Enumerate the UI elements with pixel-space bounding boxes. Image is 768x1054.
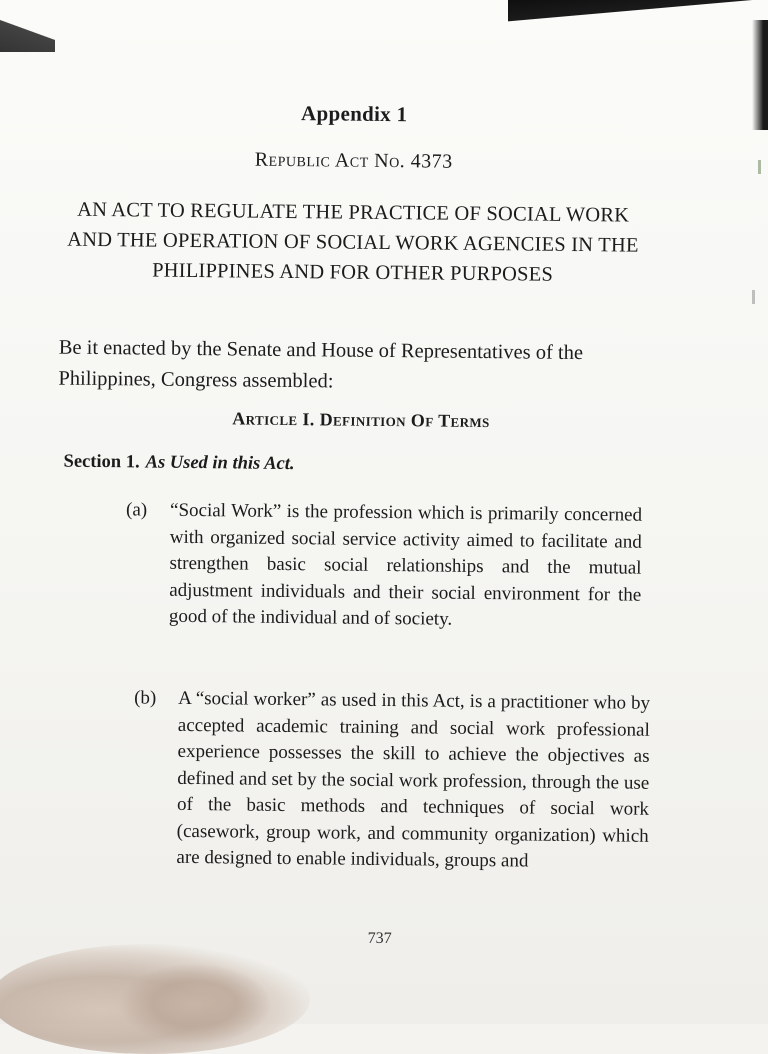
section-title: As Used in this Act. bbox=[145, 452, 295, 475]
thumb-shadow bbox=[120, 964, 270, 1044]
article-heading: Article I. Definition Of Terms bbox=[232, 408, 490, 432]
item-marker: (a) bbox=[125, 499, 148, 521]
appendix-heading: Appendix 1 bbox=[300, 101, 408, 127]
section-heading bbox=[63, 452, 663, 479]
act-number-heading: Republic Act No. 4373 bbox=[254, 148, 453, 173]
definition-item bbox=[125, 498, 643, 635]
page-number: 737 bbox=[367, 929, 392, 948]
section-label: Section 1. bbox=[63, 451, 140, 473]
enacting-clause: Be it enacted by the Senate and House of Representatives of the Philippines, Congress assembled: bbox=[58, 336, 584, 393]
item-marker: (b) bbox=[134, 687, 157, 709]
item-text: A “social worker” as used in this Act, is a practitioner who by accepted academic training and social work professional experience possesses the skill to achieve the objectives as defined and set by the social work profession, through the use of the basic methods and techniques of social work (casework, group work, and community organization) which are designed to enable individuals, groups and bbox=[176, 687, 651, 872]
act-title: AN ACT TO REGULATE THE PRACTICE OF SOCIAL WORK AND THE OPERATION OF SOCIAL WORK AGENCIES IN THE PHILIPPINES AND FOR OTHER PURPOSES bbox=[67, 198, 639, 286]
definition-item bbox=[134, 686, 651, 876]
item-text: “Social Work” is the profession which is primarily concerned with organized social service activity aimed to facilitate and strengthen basic social relationships and the mutual adjustment individuals and their social environment for the good of the individual and of society. bbox=[168, 499, 643, 630]
